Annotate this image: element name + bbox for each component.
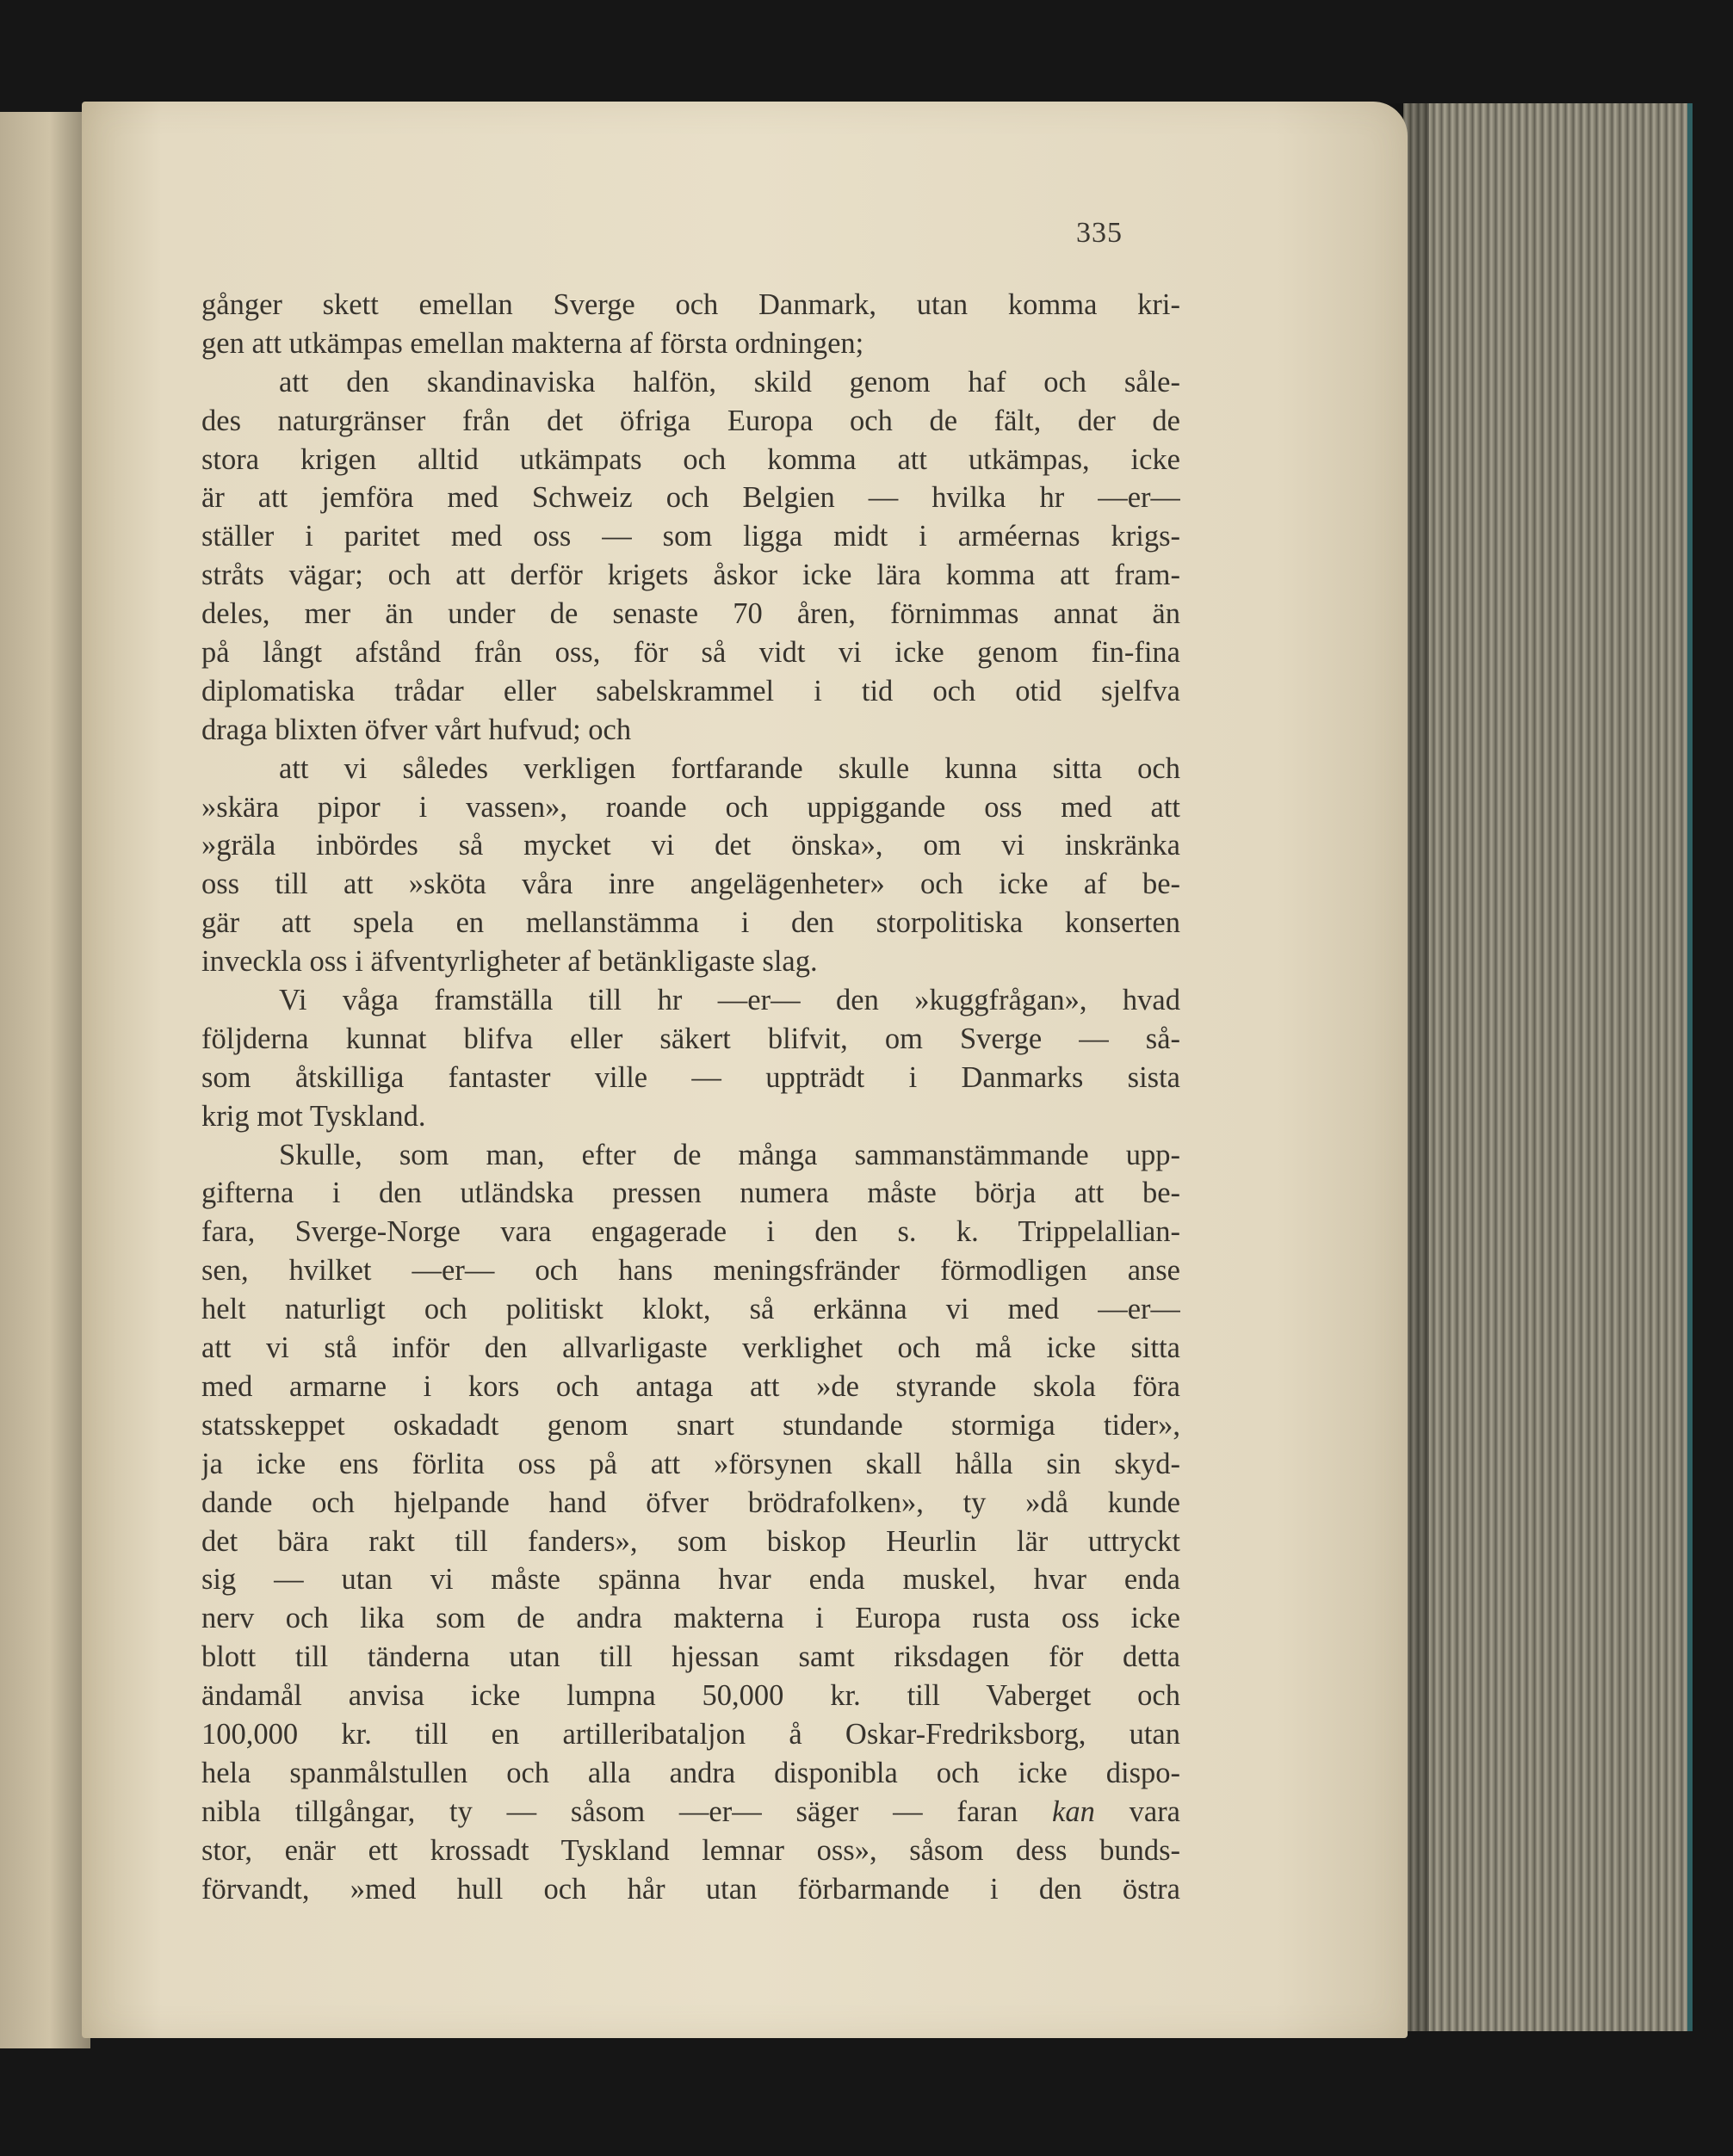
text-line: draga blixten öfver vårt hufvud; och [201,713,632,746]
text-line: gär att spela en mellanstämma i den storpolitiska konserten [201,906,1180,940]
text-line: gifterna i den utländska pressen numera måste börja att be- [201,1177,1180,1210]
text-line: att vi stå inför den allvarligaste verklighet och må icke sitta [201,1331,1180,1365]
text-line: nerv och lika som de andra makterna i Europa rusta oss icke [201,1602,1180,1635]
text-line: ändamål anvisa icke lumpna 50,000 kr. till Vaberget och [201,1679,1180,1713]
emphasis-word: kan [1052,1795,1095,1828]
text-line: gen att utkämpas emellan makterna af första ordningen; [201,326,864,360]
text-line: gånger skett emellan Sverge och Danmark, utan komma kri- [201,288,1180,321]
text-line: hela spanmålstullen och alla andra disponibla och icke dispo- [201,1756,1180,1789]
text-line: nibla tillgångar, ty — såsom —er— säger — faran kan vara [201,1795,1180,1828]
text-line: oss till att »sköta våra inre angelägenheter» och icke af be- [201,868,1180,901]
page-block-edges [1403,103,1693,2031]
text-line: det bära rakt till fanders», som biskop Heurlin lär uttryckt [201,1524,1180,1558]
text-line: diplomatiska trådar eller sabelskrammel i tid och otid sjelfva [201,674,1180,707]
text-line: följderna kunnat blifva eller säkert blifvit, om Sverge — så- [201,1022,1180,1055]
text-line: 100,000 kr. till en artilleribataljon å Oskar-Fredriksborg, utan [201,1717,1180,1751]
text-line: helt naturligt och politiskt klokt, så erkänna vi med —er— [201,1293,1180,1326]
text-line: förvandt, »med hull och hår utan förbarmande i den östra [201,1872,1180,1906]
text-line: ja icke ens förlita oss på att »försynen skall hålla sin skyd- [201,1447,1180,1480]
left-page-edge [0,112,90,2048]
text-line: dande och hjelpande hand öfver brödrafolken», ty »då kunde [201,1486,1180,1519]
page-number: 335 [1076,217,1123,249]
text-line: krig mot Tyskland. [201,1099,426,1133]
text-line: Skulle, som man, efter de många sammanstämmande upp- [279,1138,1180,1171]
text-line: deles, mer än under de senaste 70 åren, förnimmas annat än [201,597,1180,631]
text-line: stor, enär ett krossadt Tyskland lemnar oss», såsom dess bunds- [201,1833,1180,1867]
text-line: statsskeppet oskadadt genom snart stundande stormiga tider», [201,1408,1180,1442]
page-text [201,286,1180,1908]
text-line: på långt afstånd från oss, för så vidt vi icke genom fin-fina [201,636,1180,670]
text-line: fara, Sverge-Norge vara engagerade i den s. k. Trippelallian- [201,1215,1180,1249]
text-line: sen, hvilket —er— och hans meningsfränder förmodligen anse [201,1254,1180,1288]
text-line: »skära pipor i vassen», roande och uppiggande oss med att [201,790,1180,824]
text-line: som åtskilliga fantaster ville — uppträdt i Danmarks sista [201,1060,1180,1094]
text-line: blott till tänderna utan till hjessan samt riksdagen för detta [201,1640,1180,1674]
text-line: sig — utan vi måste spänna hvar enda muskel, hvar enda [201,1563,1180,1597]
text-line: med armarne i kors och antaga att »de styrande skola föra [201,1369,1180,1403]
text-line: stråts vägar; och att derför krigets åskor icke lära komma att fram- [201,559,1180,592]
text-line: Vi våga framställa till hr —er— den »kuggfrågan», hvad [279,984,1180,1017]
text-line: »gräla inbördes så mycket vi det önska», om vi inskränka [201,829,1180,862]
text-line: inveckla oss i äfventyrligheter af betänkligaste slag. [201,945,818,979]
text-line: att vi således verkligen fortfarande skulle kunna sitta och [279,751,1180,785]
text-line: är att jemföra med Schweiz och Belgien — hvilka hr —er— [201,481,1180,515]
text-line: ställer i paritet med oss — som ligga midt i arméernas krigs- [201,520,1180,553]
text-line: des naturgränser från det öfriga Europa och de fält, der de [201,404,1180,437]
text-line: att den skandinaviska halfön, skild genom haf och såle- [279,365,1180,398]
text-line: stora krigen alltid utkämpats och komma att utkämpas, icke [201,442,1180,476]
